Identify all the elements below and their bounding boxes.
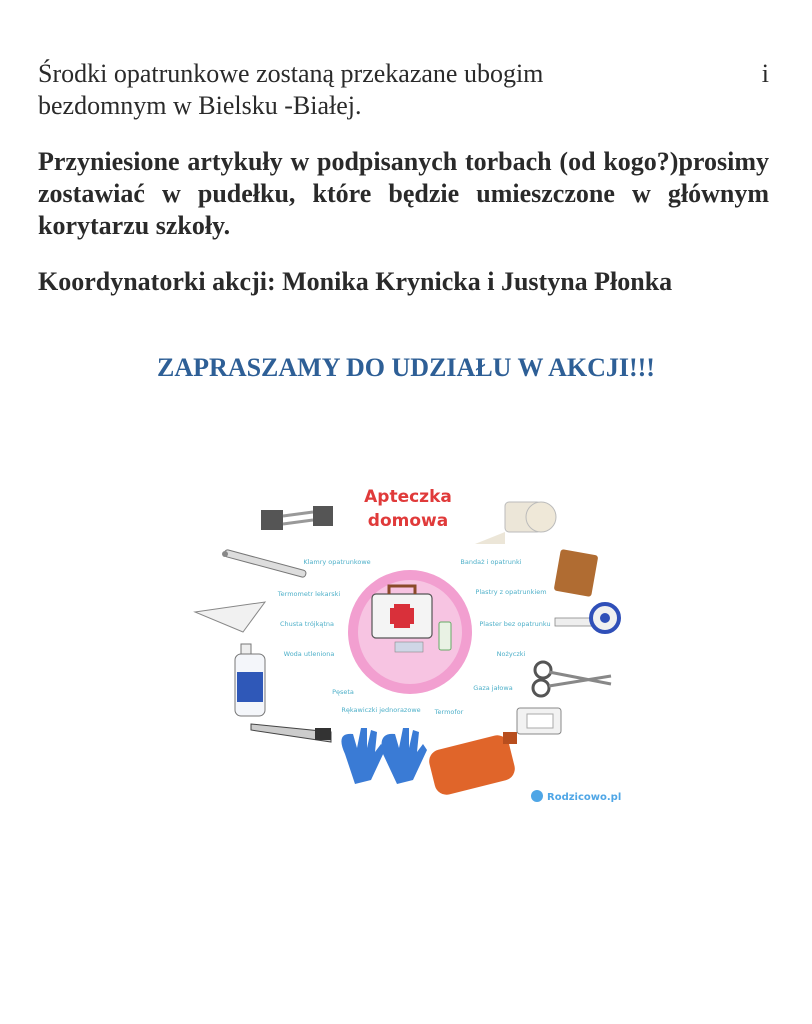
paragraph1-line1-left: Środki opatrunkowe zostaną przekazane ubogim [38,59,544,88]
rodzicowo-logo [531,790,621,803]
first-aid-box-icon [348,570,472,694]
label-plaster-bez: Plaster bez opatrunku [479,620,551,628]
paragraph-donation-info [38,58,769,122]
first-aid-kit-infographic [185,472,635,822]
infographic-title-line1: Apteczka [364,487,452,507]
disposable-gloves-icon [341,728,427,784]
label-bandaz: Bandaż i opatrunki [460,558,522,566]
label-klamry: Klamry opatrunkowe [303,558,371,566]
triangular-sling-icon [195,602,265,632]
label-chusta: Chusta trójkątna [279,620,335,628]
infographic-title-line2: domowa [367,511,449,531]
label-nozyczki: Nożyczki [496,650,526,658]
label-gaza: Gaza jałowa [473,684,513,692]
scissors-icon [533,662,611,696]
label-termofor: Termofor [434,708,464,716]
invite-heading: ZAPRASZAMY DO UDZIAŁU W AKCJI!!! [157,353,655,382]
label-peseta: Pęseta [332,688,354,696]
paragraph1-line2: bezdomnym w Bielsku -Białej. [38,91,362,120]
paragraph-coordinators: Koordynatorki akcji: Monika Krynicka i Justyna Płonka [38,267,673,296]
sterile-gauze-icon [517,708,561,734]
hydrogen-peroxide-bottle-icon [235,644,265,716]
label-rekawiczki: Rękawiczki jednorazowe [341,706,421,714]
hot-water-bottle-icon [427,732,518,797]
paragraph1-line1-right: i [761,59,769,88]
paragraph-instructions: Przyniesione artykuły w podpisanych torbach (od kogo?)prosimy zostawiać w pudełku, które będzie umieszczone w głównym korytarzu szkoły. [38,147,769,240]
label-termometr-lekarski: Termometr lekarski [277,590,341,598]
bandage-clamps-icon [261,506,333,530]
label-plastry: Plastry z opatrunkiem [475,588,547,596]
label-woda: Woda utleniona [283,650,335,658]
plasters-icon [554,549,599,597]
brand-text: Rodzicowo.pl [547,792,622,803]
adhesive-tape-icon [555,604,619,632]
tweezers-icon [251,724,331,742]
bandage-roll-icon [475,502,556,544]
thermometer-icon [222,549,307,578]
